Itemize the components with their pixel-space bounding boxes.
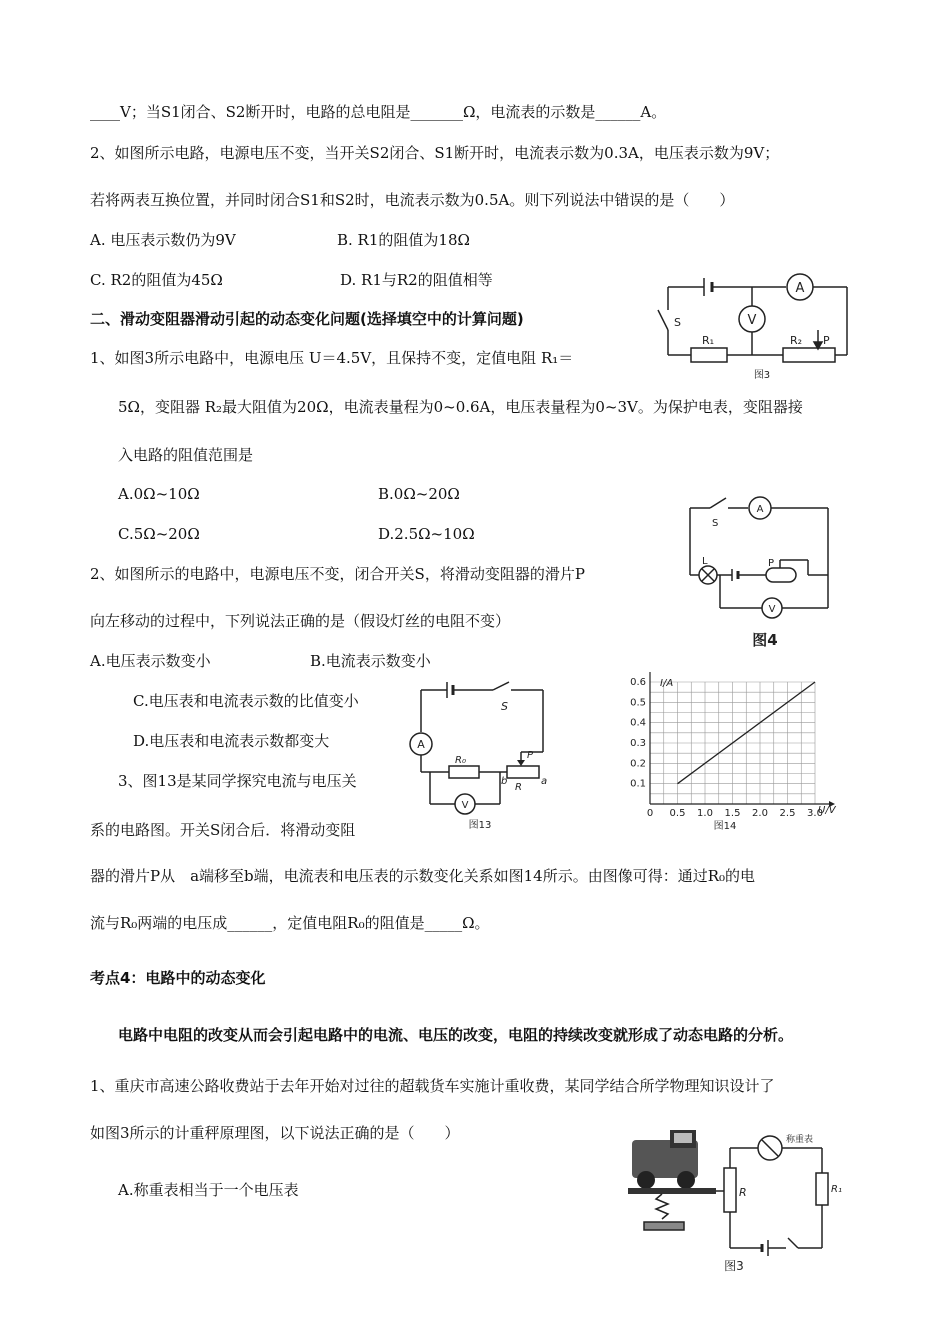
question-2: 2、如图所示的电路中，电源电压不变，闭合开关S，将滑动变阻器的滑片P [90,565,585,583]
voltmeter-label: V [461,800,469,811]
x-tick-label: 0 [646,808,654,819]
voltmeter-label: V [768,604,776,615]
switch-label: S [712,518,719,529]
ammeter-label: A [756,504,764,515]
p-label: P [823,334,830,347]
circuit-figure-13 [405,672,565,832]
section-heading: 二、滑动变阻器滑动引起的动态变化问题(选择填空中的计算问题) [90,310,524,328]
option-a: A.称重表相当于一个电压表 [118,1181,299,1199]
question-1: 1、重庆市高速公路收费站于去年开始对过往的超载货车实施计重收费，某同学结合所学物理知识设计了 [90,1077,775,1095]
a-end-label: a [541,776,548,787]
voltmeter-label: V [747,313,757,328]
text-line: 若将两表互换位置，并同时闭合S1和S2时，电流表示数为0.5A。则下列说法中错误的是（ ） [90,191,735,209]
x-tick-label: 2.0 [752,808,768,819]
text-line: 器的滑片P从 a端移至b端，电流表和电压表的示数变化关系如图14所示。由图像可得：通过R₀的电 [90,867,756,885]
r1-label: R₁ [831,1184,842,1195]
ammeter-label: A [795,281,805,296]
option-d: D. R1与R2的阻值相等 [340,271,493,289]
option-b: B.电流表示数变小 [310,652,431,670]
option-b: B. R1的阻值为18Ω [337,231,470,249]
x-tick-label: 3.0 [807,808,823,819]
r-label: R [515,782,522,793]
x-tick-label: 1.5 [724,808,741,819]
r1-label: R₁ [702,334,715,347]
text-line: 入电路的阻值范围是 [118,446,254,464]
meter-label: 称重表 [786,1135,814,1145]
figure-caption: 图3 [753,370,771,381]
option-b: B.0Ω~20Ω [378,485,460,503]
y-tick-label: 0.5 [630,697,646,709]
option-c: C.5Ω~20Ω [118,525,200,543]
text-line: 向左移动的过程中，下列说法正确的是（假设灯丝的电阻不变） [90,612,511,630]
question-3: 3、图13是某同学探究电流与电压关 [118,772,357,790]
truck-icon [632,1130,698,1189]
option-a: A.电压表示数变小 [90,652,211,670]
figure-caption: 图4 [752,631,778,649]
intro-paragraph: 电路中电阻的改变从而会引起电路中的电流、电压的改变，电阻的持续改变就形成了动态电路的分析。 [118,1026,794,1044]
option-a: A.0Ω~10Ω [118,485,200,503]
y-tick-label: 0.6 [630,677,646,688]
circuit-figure-4 [680,490,850,655]
x-tick-label: 1.0 [697,808,713,819]
option-c: C.电压表和电流表示数的比值变小 [133,692,359,710]
r-label: R [739,1186,747,1199]
x-tick-label: 0.5 [669,808,686,819]
r2-label: R₂ [790,334,803,347]
switch-label: S [501,700,508,713]
circuit-figure-3 [640,270,860,385]
y-tick-label: 0.3 [630,738,646,749]
x-axis-label: U/V [818,805,836,816]
y-axis-label: I/A [660,678,674,689]
option-c: C. R2的阻值为45Ω [90,271,223,289]
text-line: ____V；当S1闭合、S2断开时，电路的总电阻是_______Ω，电流表的示数是______A。 [90,103,667,121]
y-tick-label: 0.2 [630,758,646,770]
text-line: 5Ω，变阻器 R₂最大阻值为20Ω，电流表量程为0~0.6A，电压表量程为0~3V。为保护电表，变阻器接 [118,398,803,416]
text-line: 流与R₀两端的电压成______，定值电阻R₀的阻值是_____Ω。 [90,914,490,932]
section-heading: 考点4：电路中的动态变化 [90,969,266,987]
figure-caption: 图3 [724,1259,744,1273]
figure-caption: 图14 [713,821,737,832]
option-a: A. 电压表示数仍为9V [90,231,236,249]
option-d: D.电压表和电流表示数都变大 [133,732,330,750]
figure-caption: 图13 [468,820,492,831]
scale-figure [622,1118,852,1278]
option-d: D.2.5Ω~10Ω [378,525,475,543]
p-label: P [527,750,534,761]
text-line: 如图3所示的计重秤原理图，以下说法正确的是（ ） [90,1124,460,1142]
switch-label: S [674,316,681,329]
r0-label: R₀ [455,755,466,766]
text-line: 系的电路图。开关S闭合后．将滑动变阻 [90,821,356,839]
question-1: 1、如图3所示电路中，电源电压 U＝4.5V，且保持不变，定值电阻 R₁＝ [90,349,574,367]
y-tick-label: 0.1 [630,778,646,790]
p-label: P [768,558,775,569]
question-2: 2、如图所示电路，电源电压不变，当开关S2闭合、S1断开时，电流表示数为0.3A，电压表示数为9V； [90,144,780,162]
b-end-label: b [501,776,508,787]
x-tick-label: 2.5 [779,808,796,819]
chart-figure-14 [620,672,845,834]
y-tick-label: 0.4 [630,717,646,729]
ammeter-label: A [417,738,425,751]
spring-icon [656,1194,668,1219]
lamp-label: L [702,556,708,567]
